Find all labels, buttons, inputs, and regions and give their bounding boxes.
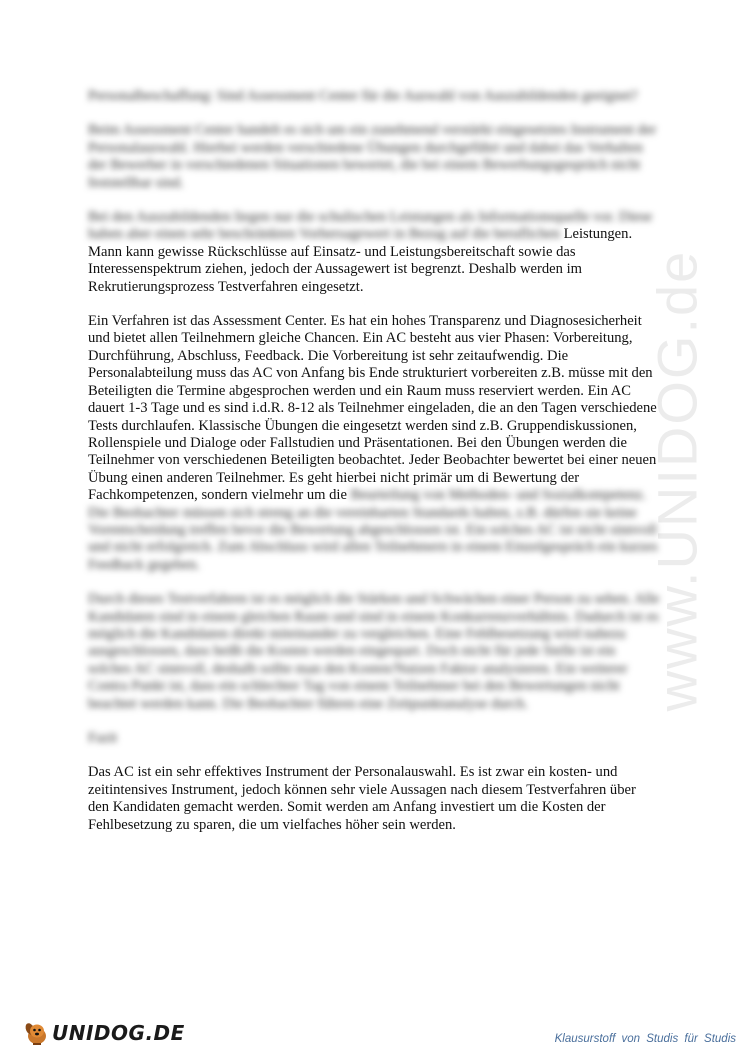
heading-fazit: Fazit — [88, 730, 118, 746]
paragraph-4: Durch dieses Testverfahren ist es möglich die Stärken und Schwächen einer Person zu sehen. Alle Kandidaten sind in einem gleichen Raum und sind in einem Konkurrenzverhältnis. Dadurch ist es möglich die Kandidaten direkt miteinander zu vergleichen. Eine Fehlbesetzung wird nahezu ausgeschlossen, dass heißt die Kosten werden eingespart. Doch nicht für jede Stelle ist ein solches AC sinnvoll, deshalb sollte man den Kosten/Nutzen Faktor analysieren. Ein weiterer Contra Punkt ist, dass ein schlechter Tag von einem Teilnehmer bei den Bewertungen nicht beachtet werden kann. Die Beobachter führen eine Zeitpunktanalyse durch. — [88, 591, 660, 712]
paragraph-3 — [88, 313, 660, 574]
document-body — [88, 88, 660, 851]
paragraph-conclusion: Das AC ist ein sehr effektives Instrument der Personalauswahl. Es ist zwar ein kosten- und zeitintensives Instrument, jedoch können sehr viele Aussagen nach diesem Testverfahren über den Kandidaten gemacht werden. Somit werden am Anfang investiert um die Kosten der Fehlbesetzung zu sparen, die um vielfaches höher sein werden. — [88, 764, 636, 833]
logo-text: UNIDOG.DE — [52, 1021, 185, 1045]
paragraph-3-clear: Ein Verfahren ist das Assessment Center. Es hat ein hohes Transparenz und Diagnosesicherheit und bietet allen Teilnehmern gleiche Chancen. Ein AC besteht aus vier Phasen: Vorbereitung, Durchführung, Abschluss, Feedback. Die Vorbereitung ist sehr zeitaufwendig. Die Personalabteilung muss das AC von Anfang bis Ende strukturiert vorbereiten z.B. müsse mit den Beteiligten die Termine abgesprochen werden und ein Raum muss reserviert werden. Ein AC dauert 1-3 Tage und es sind i.d.R. 8-12 als Teilnehmer eingeladen, die an den Tagen verschiedene Tests durchlaufen. Klassische Übungen die eingesetzt werden sind z.B. Gruppendiskussionen, Rollenspiele und Dialoge oder Fallstudien und Präsentationen. Bei den Übungen werden die Teilnehmer von verschiedenen Beteiligten beobachtet. Jeder Beobachter bewertet bei einer neuen Übung einen anderen Teilnehmer. Es geht hierbei nicht primär um di Bewertung der Fachkompetenzen, sondern vielmehr um die — [88, 313, 657, 504]
paragraph-1: Beim Assessment Center handelt es sich um ein zunehmend verstärkt eingesetztes Instrument der Personalauswahl. Hierbei werden verschiedene Übungen durchgeführt und dabei das Verhalten der Bewerber in verschiedenen Situationen bewertet, die bei einem Bewerbungsgespräch nicht feststellbar sind. — [88, 122, 657, 191]
watermark-text: www.UNIDOG.de — [645, 249, 709, 711]
dog-mascot-icon — [22, 1019, 50, 1047]
paragraph-2-blurred: Bei den Auszubildenden liegen nur die schulischen Leistungen als Informationsquelle vor. Diese haben aber einen sehr beschränkten Vorhersagewert in Bezug auf die beruflichen — [88, 209, 653, 243]
paragraph-2-clear: Leistungen. Mann kann gewisse Rückschlüsse auf Einsatz- und Leistungsbereitschaft sowie das Interessenspektrum ziehen, jedoch der Aussagewert ist begrenzt. Deshalb werden im Rekrutierungsprozess Testverfahren eingesetzt. — [88, 226, 633, 295]
document-title: Personalbeschaffung: Sind Assessment Center für die Auswahl von Auszubildenden geeignet? — [88, 88, 638, 104]
paragraph-3-blurred: Beurteilung von Methoden- und Sozialkompetenz. Die Beobachter müssen sich streng an die vereinbarten Standards halten, z.B. dürfen sie keine Vorentscheidung treffen bevor die Bewertung abgeschlossen ist. Ein solches AC ist nicht sinnvoll und nicht erfolgreich. Zum Abschluss wird allen Teilnehmern in einem Einzelgespräch ein kurzes Feedback gegeben. — [88, 487, 658, 573]
footer-logo[interactable] — [22, 1018, 185, 1048]
paragraph-2 — [88, 209, 660, 296]
footer-tagline: Klausurstoff von Studis für Studis — [554, 1033, 736, 1045]
